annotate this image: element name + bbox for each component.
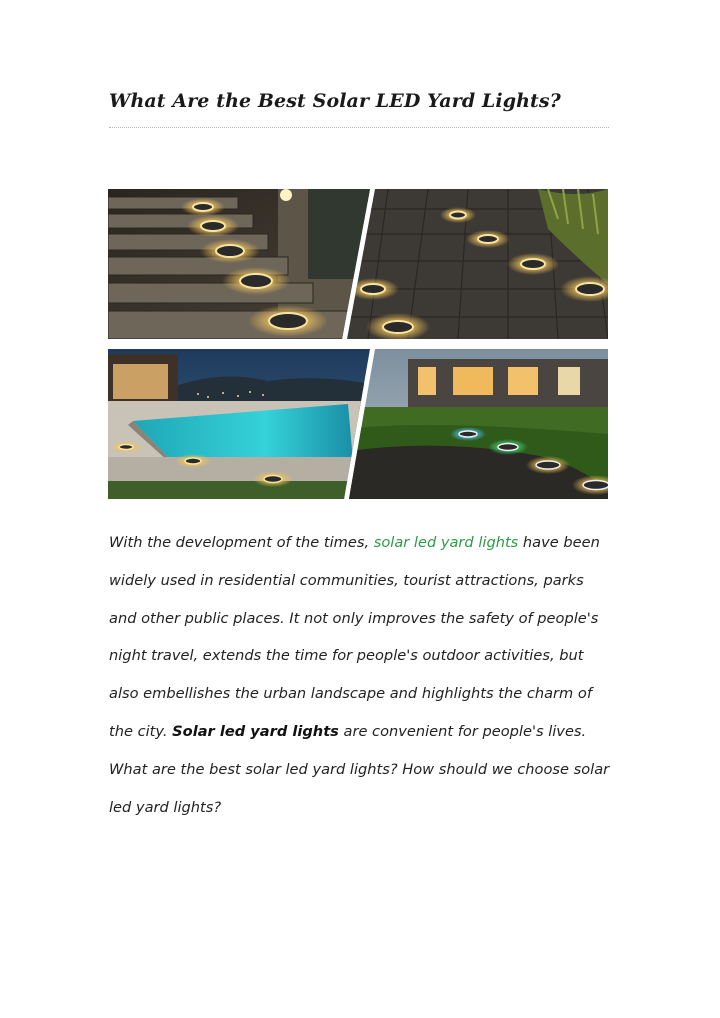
- paragraph-text-part-3: are convenient for people's lives. What are the best solar led yard lights? How should we choose solar led yard lights?: [109, 722, 610, 816]
- pool-photo: [108, 349, 370, 499]
- pathway-photo: [347, 189, 608, 341]
- product-photo-collage: [108, 189, 608, 499]
- article-paragraph: [109, 524, 614, 826]
- bold-keyword: Solar led yard lights: [172, 722, 339, 740]
- stairs-photo: [108, 189, 378, 339]
- solar-led-yard-lights-link[interactable]: solar led yard lights: [373, 534, 519, 551]
- lawn-photo: [349, 349, 608, 499]
- paragraph-text-part-1: With the development of the times,: [109, 534, 374, 551]
- page-title: What Are the Best Solar LED Yard Lights?: [109, 90, 561, 112]
- title-divider: [109, 127, 609, 128]
- paragraph-text-part-2: have been widely used in residential communities, tourist attractions, parks and other public places. It not only improves the safety of people's night travel, extends the time for people's outdoor activities, but also embellishes the urban landscape and highlights the charm of the city.: [109, 534, 600, 740]
